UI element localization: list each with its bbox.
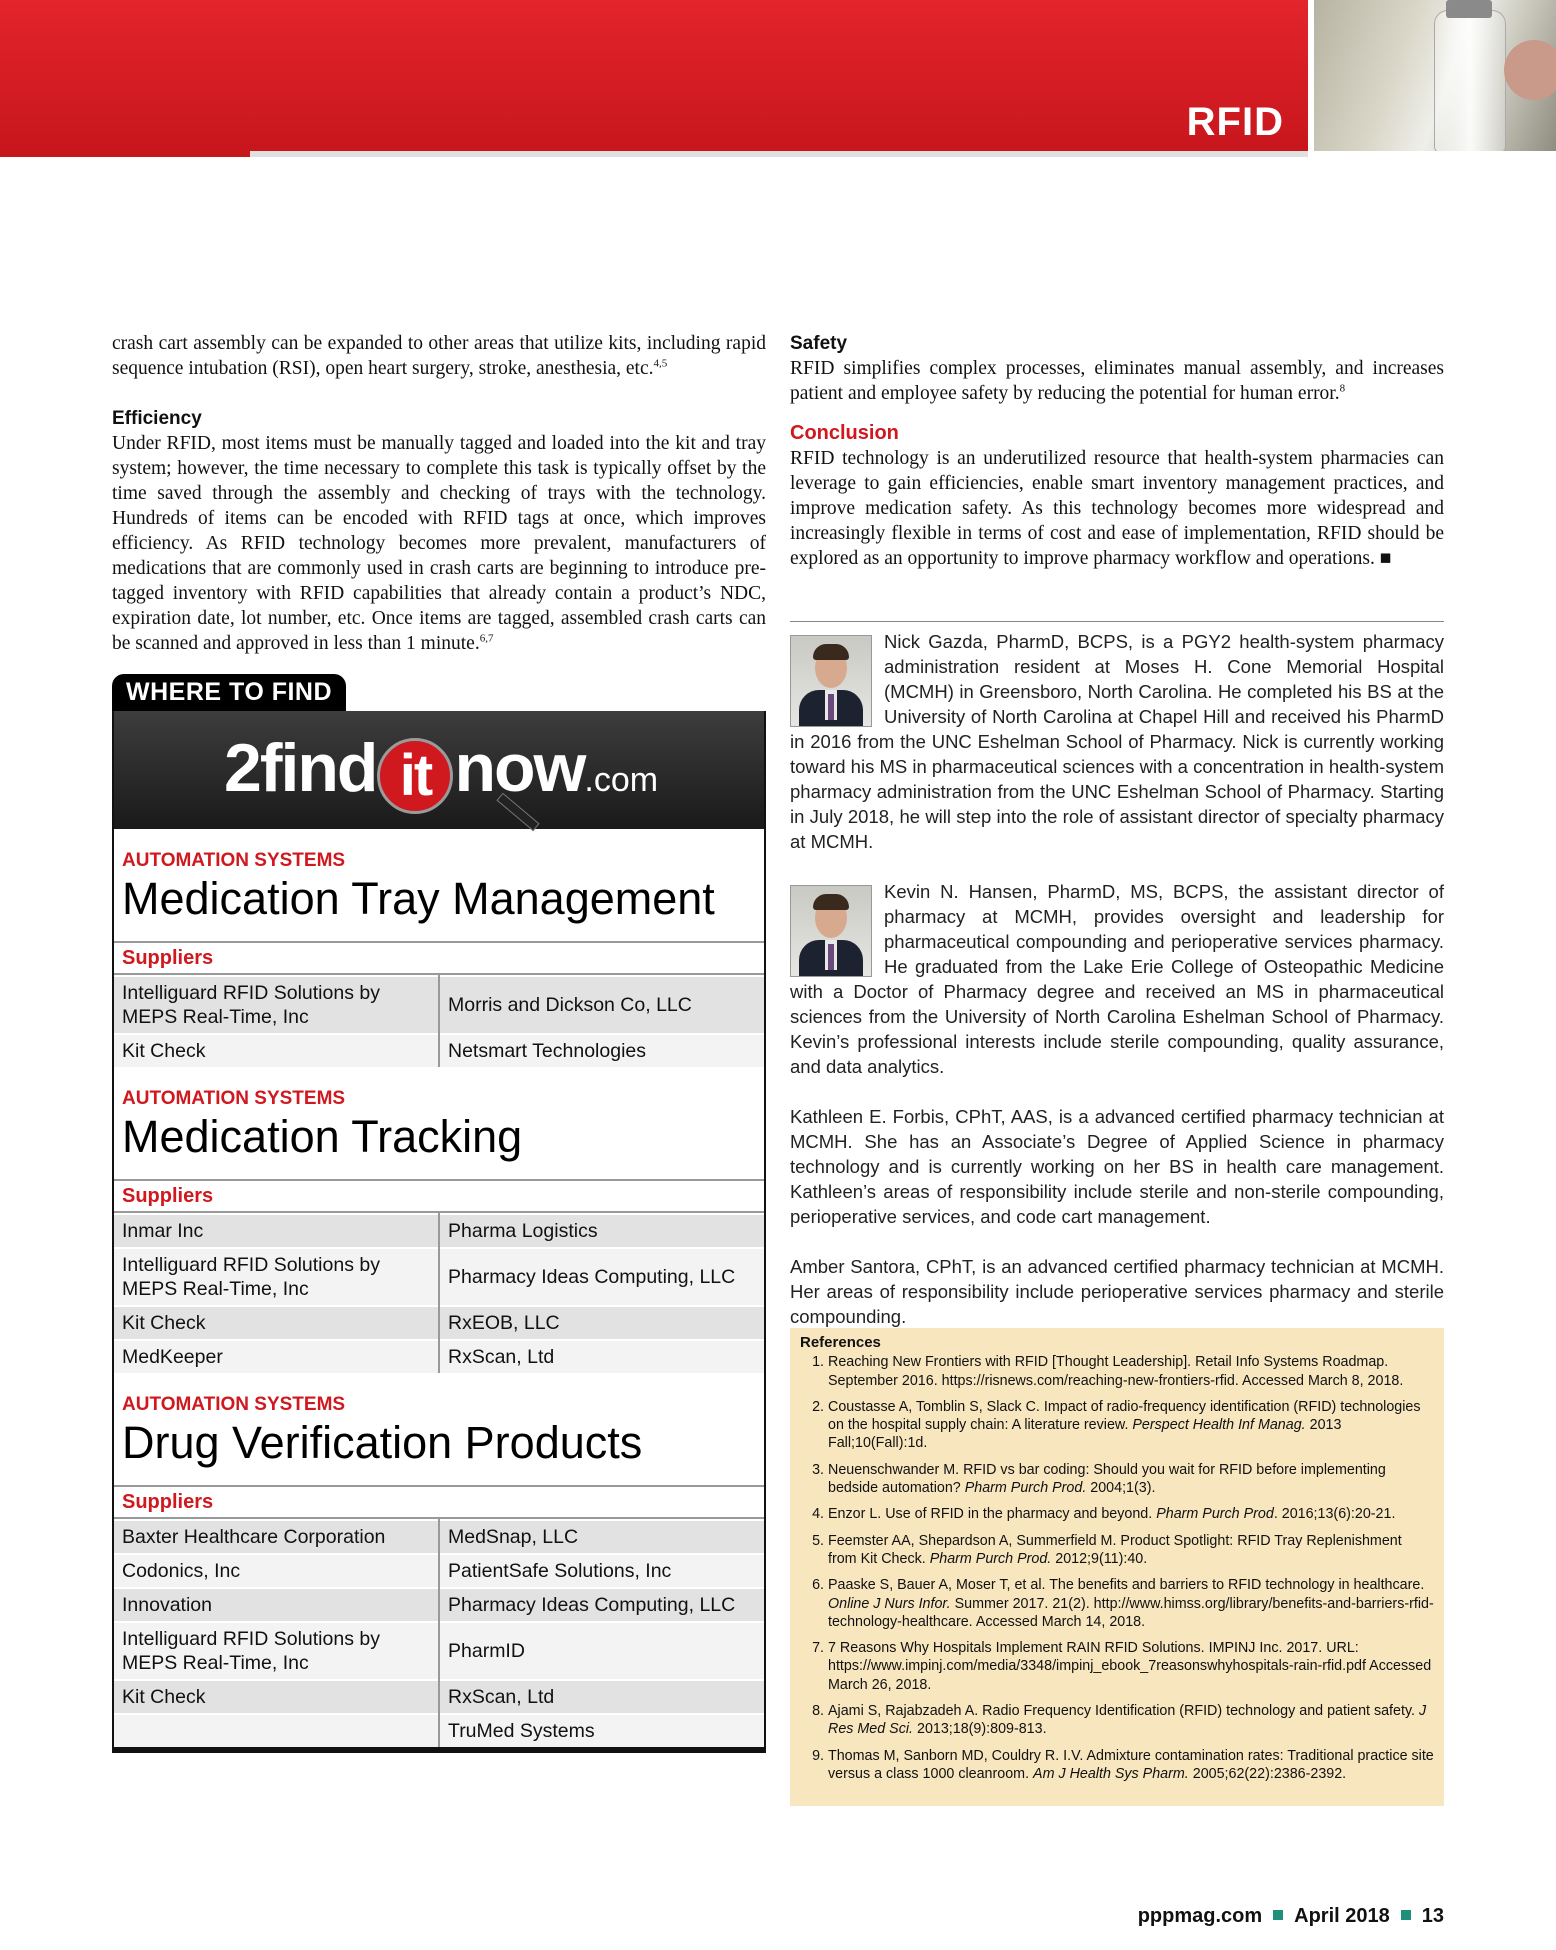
suppliers-label: Suppliers [114, 1181, 764, 1213]
suppliers-table [114, 1519, 764, 1747]
list-item: 7. 7 Reasons Why Hospitals Implement RAIN RFID Solutions. IMPINJ Inc. 2017. URL: https://www.impinj.com/media/3348/impinj_ebook_7reasonswhyhospitals-rain-rfid.pdf Accessed March 26, 2018. [828, 1639, 1434, 1694]
product-title: Medication Tracking [122, 1111, 523, 1162]
supplier-name: MedSnap, LLC [439, 1520, 764, 1554]
author-photo [790, 885, 872, 977]
where-to-find-box [112, 674, 766, 1753]
list-item: 4. Enzor L. Use of RFID in the pharmacy and beyond. Pharm Purch Prod. 2016;13(6):20-21. [828, 1505, 1434, 1523]
efficiency-heading: Efficiency [112, 408, 202, 429]
section-header [114, 829, 764, 943]
list-item: 6. Paaske S, Bauer A, Moser T, et al. The benefits and barriers to RFID technology in healthcare. Online J Nurs Infor. Summer 2017. 21(2). http://www.himss.org/library/benefits-and-barriers-rfid-technology-healthcare. Accessed March 14, 2018. [828, 1576, 1434, 1631]
supplier-name: RxScan, Ltd [439, 1340, 764, 1373]
supplier-name: PharmID [439, 1622, 764, 1680]
footer-page-number: 13 [1421, 1905, 1444, 1927]
supplier-name: Kit Check [114, 1680, 439, 1714]
header-photo-vial [1314, 0, 1556, 151]
footer-square-icon [1273, 1910, 1283, 1920]
footer-square-icon [1401, 1910, 1411, 1920]
supplier-name: Kit Check [114, 1034, 439, 1067]
2finditnow-logo[interactable] [112, 711, 766, 829]
supplier-name: Pharma Logistics [439, 1214, 764, 1248]
conclusion-heading: Conclusion [790, 422, 899, 444]
section-header [114, 1067, 764, 1181]
suppliers-table [114, 975, 764, 1067]
magnifier-icon: it [377, 738, 453, 814]
table-row [114, 1520, 764, 1554]
list-item: 9. Thomas M, Sanborn MD, Couldry R. I.V. Admixture contamination rates: Traditional practice site versus a class 1000 cleanroom. Am J Health Sys Pharm. 2005;62(22):2386-2392. [828, 1747, 1434, 1784]
right-column-text [790, 331, 1444, 571]
supplier-name: RxEOB, LLC [439, 1306, 764, 1340]
table-row [114, 1622, 764, 1680]
supplier-name: Intelliguard RFID Solutions by MEPS Real-Time, Inc [114, 1248, 439, 1306]
supplier-name: Innovation [114, 1588, 439, 1622]
header-banner [0, 0, 1308, 151]
table-row [114, 1034, 764, 1067]
efficiency-paragraph: Under RFID, most items must be manually tagged and loaded into the kit and tray system; however, the time necessary to complete this task is typically offset by the time saved through the assembly and checking of trays with the technology. Hundreds of items can be encoded with RFID tags at once, which improves efficiency. As RFID technology becomes more prevalent, manufacturers of medications that are commonly used in crash carts are beginning to introduce pre-tagged inventory with RFID capabilities that already contain a product’s NDC, expiration date, lot number, etc. Once items are tagged, assembled crash carts can be scanned and approved in less than 1 minute.$^{6,7}$ [112, 433, 766, 654]
intro-paragraph: crash cart assembly can be expanded to other areas that utilize kits, including rapid sequence intubation (RSI), open heart surgery, stroke, anesthesia, etc.$^{4,5}$ [112, 333, 766, 379]
bio-amber-santora: Amber Santora, CPhT, is an advanced certified pharmacy technician at MCMH. Her areas of responsibility include perioperative services pharmacy and sterile compounding. [790, 1256, 1444, 1327]
supplier-name: Kit Check [114, 1306, 439, 1340]
category-label: AUTOMATION SYSTEMS [122, 850, 346, 871]
supplier-name [114, 1714, 439, 1747]
supplier-section [112, 1067, 766, 1373]
category-label: AUTOMATION SYSTEMS [122, 1394, 346, 1415]
footer-issue: April 2018 [1294, 1905, 1390, 1927]
supplier-name: Intelliguard RFID Solutions by MEPS Real-Time, Inc [114, 976, 439, 1034]
supplier-name: Netsmart Technologies [439, 1034, 764, 1067]
left-column-text [112, 331, 766, 656]
table-row [114, 1680, 764, 1714]
section-header [114, 1373, 764, 1487]
where-to-find-tag: WHERE TO FIND [112, 674, 346, 711]
supplier-name: Intelliguard RFID Solutions by MEPS Real-Time, Inc [114, 1622, 439, 1680]
list-item: 1. Reaching New Frontiers with RFID [Thought Leadership]. Retail Info Systems Roadmap. September 2016. https://risnews.com/reaching-new-frontiers-rfid. Accessed March 8, 2018. [828, 1353, 1434, 1390]
supplier-name: MedKeeper [114, 1340, 439, 1373]
bio-divider [790, 621, 1444, 622]
supplier-section [112, 1373, 766, 1747]
supplier-sections [112, 829, 766, 1747]
section-title: RFID [1186, 100, 1284, 144]
list-item: 3. Neuenschwander M. RFID vs bar coding: Should you wait for RFID before implementing bedside automation? Pharm Purch Prod. 2004;1(3). [828, 1461, 1434, 1498]
conclusion-paragraph: RFID technology is an underutilized resource that health-system pharmacies can leverage to gain efficiencies, enable smart inventory management practices, and improve medication safety. As this technology becomes more widespread and increasingly flexible in terms of cost and ease of implementation, RFID should be explored as an opportunity to improve pharmacy workflow and operations. ■ [790, 448, 1444, 569]
table-row [114, 1306, 764, 1340]
supplier-name: Baxter Healthcare Corporation [114, 1520, 439, 1554]
safety-paragraph: RFID simplifies complex processes, eliminates manual assembly, and increases patient and employee safety by reducing the potential for human error.$^8$ [790, 358, 1444, 404]
table-row [114, 1340, 764, 1373]
bio-nick-gazda: Nick Gazda, PharmD, BCPS, is a PGY2 health-system pharmacy administration resident at Moses H. Cone Memorial Hospital (MCMH) in Greensboro, North Carolina. He completed his BS at the University of North Carolina at Chapel Hill and received his PharmD in 2016 from the UNC Eshelman School of Pharmacy. Nick is currently working toward his MS in pharmaceutical sciences with a concentration in health-system pharmacy administration from the UNC Eshelman School of Pharmacy. Starting in July 2018, he will step into the role of assistant director of specialty pharmacy at MCMH. [790, 631, 1444, 852]
logo-text: 2find it now.com [224, 729, 658, 814]
list-item: 8. Ajami S, Rajabzadeh A. Radio Frequency Identification (RFID) technology and patient safety. J Res Med Sci. 2013;18(9):809-813. [828, 1702, 1434, 1739]
supplier-name: PatientSafe Solutions, Inc [439, 1554, 764, 1588]
table-row [114, 1554, 764, 1588]
supplier-name: Morris and Dickson Co, LLC [439, 976, 764, 1034]
suppliers-label: Suppliers [114, 1487, 764, 1519]
category-label: AUTOMATION SYSTEMS [122, 1088, 346, 1109]
end-mark-icon: ■ [1379, 548, 1392, 569]
supplier-name: Codonics, Inc [114, 1554, 439, 1588]
suppliers-table [114, 1213, 764, 1373]
supplier-name: Pharmacy Ideas Computing, LLC [439, 1588, 764, 1622]
supplier-name: TruMed Systems [439, 1714, 764, 1747]
product-title: Medication Tray Management [122, 873, 715, 924]
author-photo [790, 635, 872, 727]
supplier-name: Inmar Inc [114, 1214, 439, 1248]
references-box [790, 1328, 1444, 1806]
suppliers-label: Suppliers [114, 943, 764, 975]
table-row [114, 1214, 764, 1248]
header-underline [0, 151, 1308, 157]
supplier-name: RxScan, Ltd [439, 1680, 764, 1714]
list-item: 2. Coustasse A, Tomblin S, Slack C. Impact of radio-frequency identification (RFID) technologies on the hospital supply chain: A literature review. Perspect Health Inf Manag. 2013 Fall;10(Fall):1d. [828, 1398, 1434, 1453]
table-row [114, 1248, 764, 1306]
author-bios [790, 629, 1444, 1329]
product-title: Drug Verification Products [122, 1417, 643, 1468]
references-list [800, 1353, 1434, 1783]
table-row [114, 1714, 764, 1747]
bio-kathleen-forbis: Kathleen E. Forbis, CPhT, AAS, is a advanced certified pharmacy technician at MCMH. She has an Associate’s Degree of Applied Science in pharmacy technology and is currently working on her BS in health care management. Kathleen’s areas of responsibility include sterile and non-sterile compounding, perioperative services, and code cart management. [790, 1106, 1444, 1227]
table-row [114, 1588, 764, 1622]
supplier-section [112, 829, 766, 1067]
safety-heading: Safety [790, 333, 848, 354]
list-item: 5. Feemster AA, Shepardson A, Summerfield M. Product Spotlight: RFID Tray Replenishment from Kit Check. Pharm Purch Prod. 2012;9(11):40. [828, 1532, 1434, 1569]
supplier-name: Pharmacy Ideas Computing, LLC [439, 1248, 764, 1306]
page-footer [1138, 1905, 1444, 1928]
table-row [114, 976, 764, 1034]
footer-site[interactable]: pppmag.com [1137, 1905, 1263, 1927]
bio-kevin-hansen: Kevin N. Hansen, PharmD, MS, BCPS, the assistant director of pharmacy at MCMH, provides oversight and leadership for pharmaceutical compounding and perioperative services pharmacy. He graduated from the Lake Erie College of Osteopathic Medicine with a Doctor of Pharmacy degree and received an MS in pharmaceutical sciences from the University of North Carolina Eshelman School of Pharmacy. Kevin’s professional interests include sterile compounding, quality assurance, and data analytics. [790, 881, 1444, 1077]
find-box-bottom-rule [112, 1747, 766, 1753]
references-heading: References [800, 1334, 881, 1351]
